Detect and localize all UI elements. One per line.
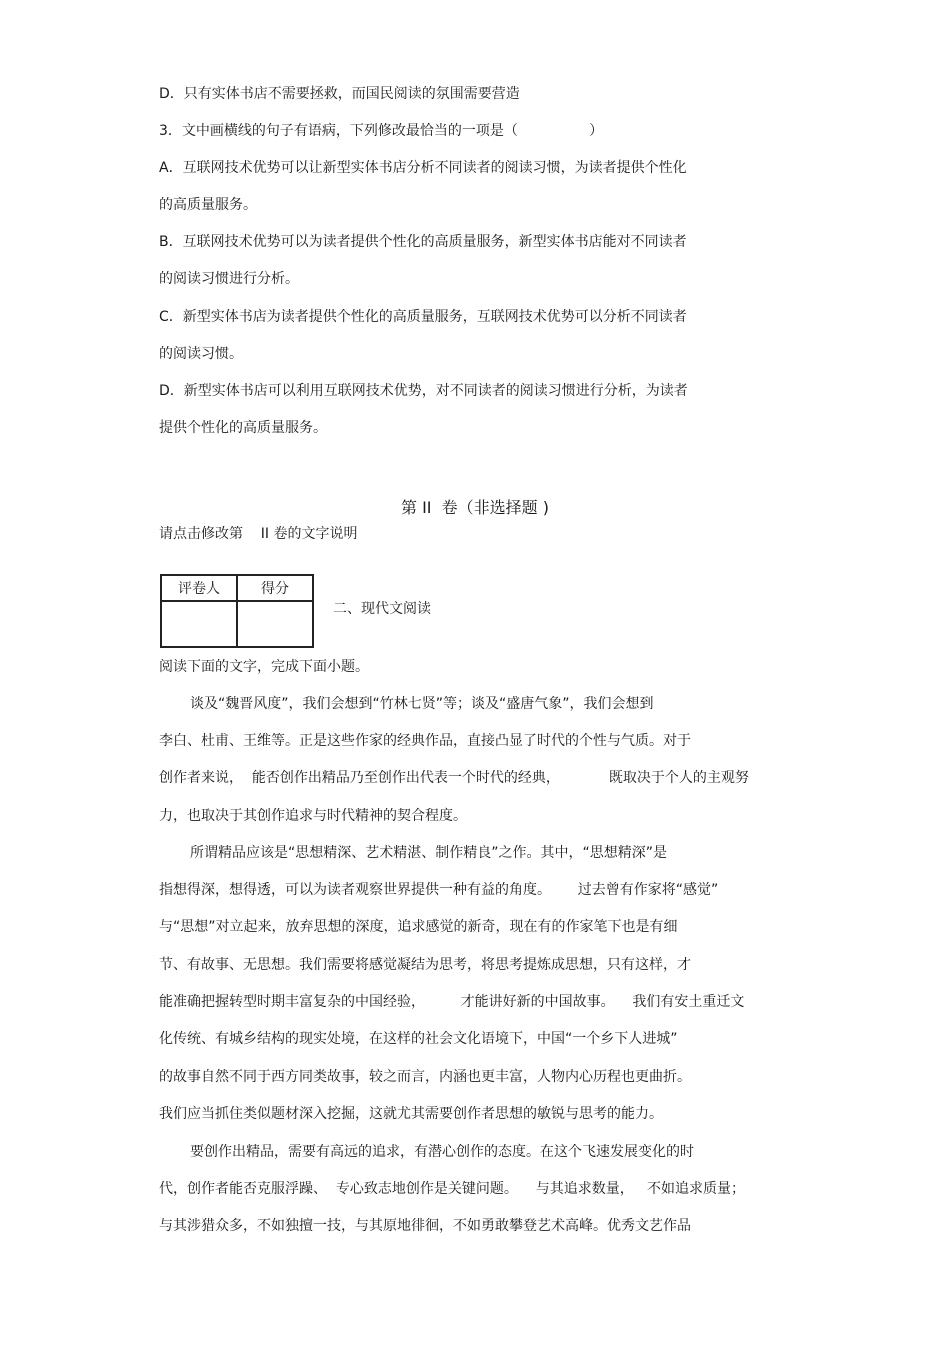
question-3-option-a-line-2: 的高质量服务。 — [159, 197, 257, 213]
score-cell[interactable] — [237, 601, 313, 647]
question-3-option-d-line-1: D．新型实体书店可以利用互联网技术优势，对不同读者的阅读习惯进行分析，为读者 — [159, 383, 688, 399]
passage-line: 要创作出精品，需要有高远的追求，有潜心创作的态度。在这个飞速发展变化的时 — [190, 1144, 694, 1160]
passage-line: 节、有故事、无思想。我们需要将感觉凝结为思考，将思考提炼成思想，只有这样，才 — [159, 957, 691, 973]
passage-line: 谈及“魏晋风度”，我们会想到“竹林七贤”等；谈及“盛唐气象”，我们会想到 — [190, 696, 654, 712]
passage-line: 与其涉猎众多，不如独擅一技，与其原地徘徊，不如勇敢攀登艺术高峰。优秀文艺作品 — [159, 1218, 691, 1234]
section-instruction[interactable]: 请点击修改第 II 卷的文字说明 — [159, 526, 358, 542]
grader-header: 评卷人 — [161, 575, 237, 601]
passage-line: 指想得深，想得透，可以为读者观察世界提供一种有益的角度。 过去曾有作家将“感觉” — [159, 882, 719, 898]
passage-line: 能准确把握转型时期丰富复杂的中国经验， 才能讲好新的中国故事。 我们有安土重迁文 — [159, 994, 745, 1010]
read-prompt: 阅读下面的文字，完成下面小题。 — [159, 659, 369, 675]
passage-line: 力，也取决于其创作追求与时代精神的契合程度。 — [159, 808, 467, 824]
passage-line: 李白、杜甫、王维等。正是这些作家的经典作品，直接凸显了时代的个性与气质。对于 — [159, 733, 691, 749]
question-3-option-d-line-2: 提供个性化的高质量服务。 — [159, 420, 327, 436]
question-3-option-c-line-2: 的阅读习惯。 — [159, 346, 243, 362]
question-3-option-b-line-1: B．互联网技术优势可以为读者提供个性化的高质量服务，新型实体书店能对不同读者 — [159, 234, 687, 250]
question-3-stem: 3．文中画横线的句子有语病，下列修改最恰当的一项是（ ） — [159, 123, 604, 139]
score-table — [160, 574, 314, 648]
passage-line: 代，创作者能否克服浮躁、 专心致志地创作是关键问题。 与其追求数量， 不如追求质量； — [159, 1181, 746, 1197]
question-3-option-b-line-2: 的阅读习惯进行分析。 — [159, 271, 299, 287]
score-header: 得分 — [237, 575, 313, 601]
passage-line: 所谓精品应该是“思想精深、艺术精湛、制作精良”之作。其中，“思想精深”是 — [190, 845, 668, 861]
grader-cell[interactable] — [161, 601, 237, 647]
part-label: 二、现代文阅读 — [333, 601, 431, 617]
passage-line: 化传统、有城乡结构的现实处境，在这样的社会文化语境下，中国“一个乡下人进城” — [159, 1031, 678, 1047]
passage-line: 与“思想”对立起来，放弃思想的深度，追求感觉的新奇，现在有的作家笔下也是有细 — [159, 919, 678, 935]
passage-line: 的故事自然不同于西方同类故事，较之而言，内涵也更丰富，人物内心历程也更曲折。 — [159, 1069, 691, 1085]
passage-line: 创作者来说， 能否创作出精品乃至创作出代表一个时代的经典， 既取决于个人的主观努 — [159, 770, 749, 786]
passage-line: 我们应当抓住类似题材深入挖掘，这就尤其需要创作者思想的敏锐与思考的能力。 — [159, 1106, 663, 1122]
section-title: 第 II 卷（非选择题 ) — [400, 498, 550, 517]
question-2-option-d: D．只有实体书店不需要拯救，而国民阅读的氛围需要营造 — [159, 86, 520, 102]
question-3-option-a-line-1: A．互联网技术优势可以让新型实体书店分析不同读者的阅读习惯，为读者提供个性化 — [159, 160, 687, 176]
question-3-option-c-line-1: C．新型实体书店为读者提供个性化的高质量服务，互联网技术优势可以分析不同读者 — [159, 309, 687, 325]
